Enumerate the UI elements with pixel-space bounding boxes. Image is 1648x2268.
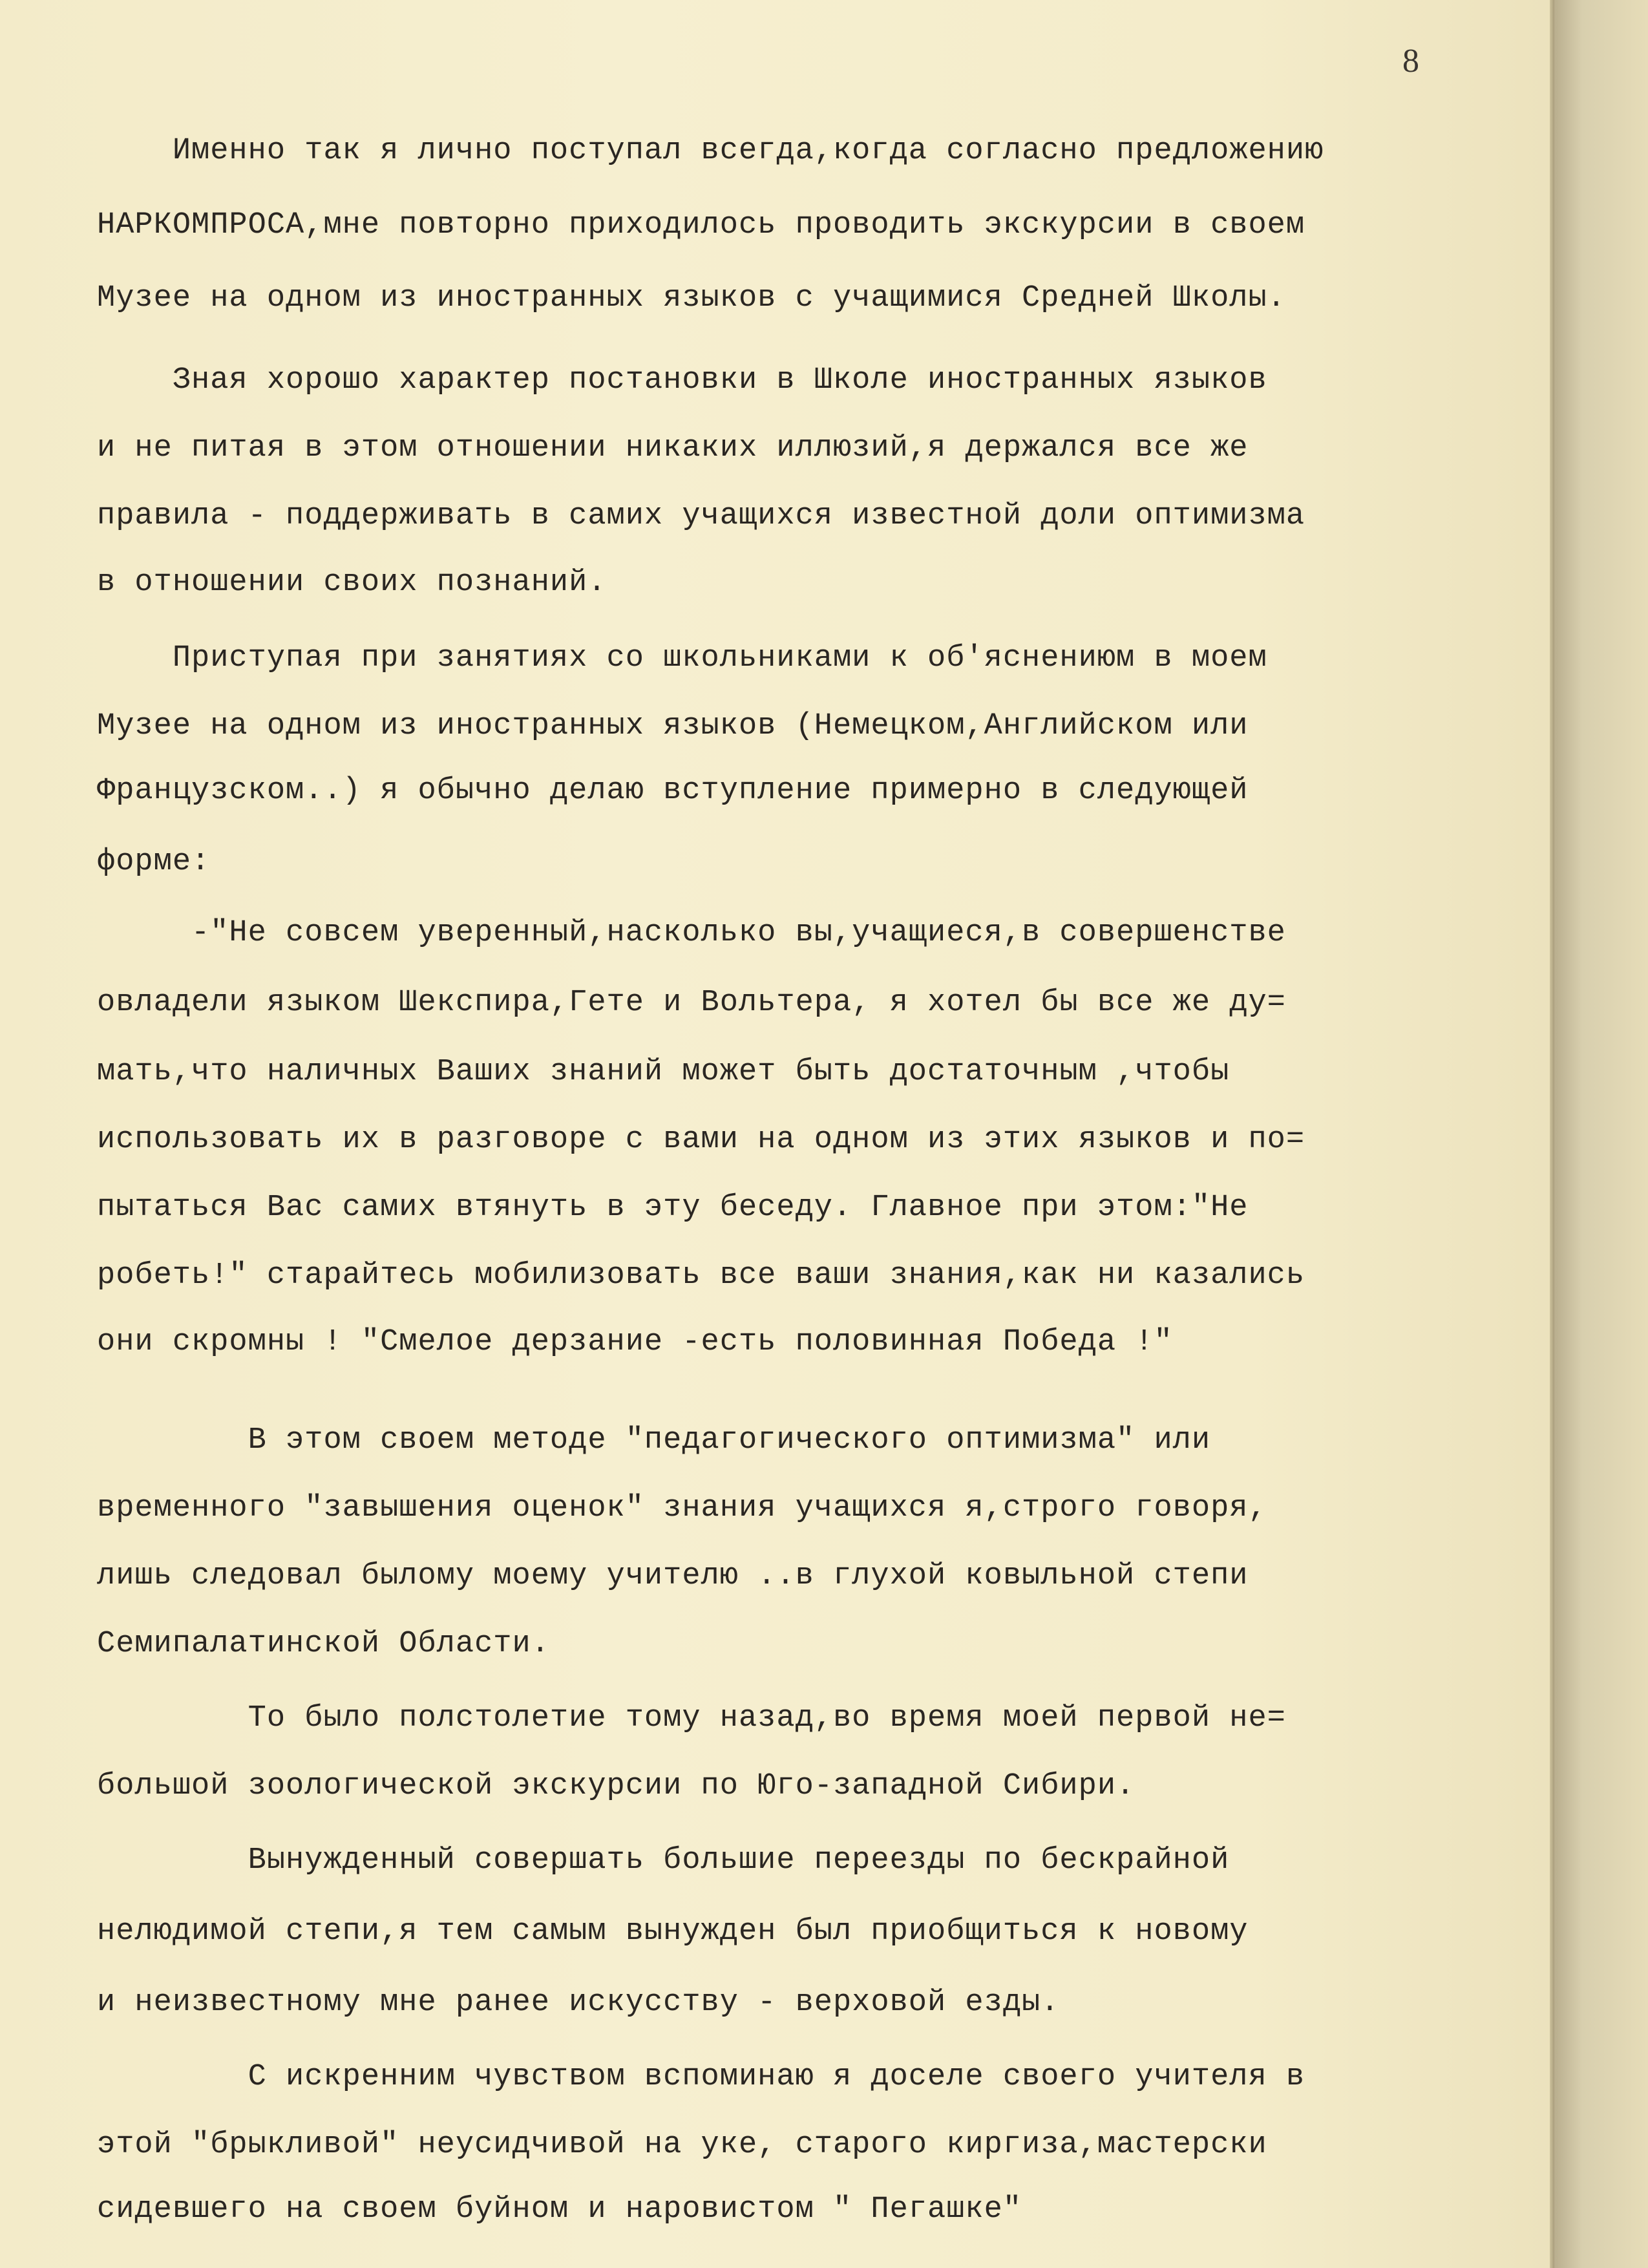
text-line: большой зоологической экскурсии по Юго-западной Сибири. [97,1769,1136,1803]
text-line: Музее на одном из иностранных языков с учащимися Средней Школы. [97,281,1286,315]
text-line: С искренним чувством вспоминаю я доселе своего учителя в [97,2060,1305,2094]
text-line: этой "брыкливой" неусидчивой на уке, старого киргиза,мастерски [97,2128,1267,2162]
text-line: лишь следовал былому моему учителю ..в глухой ковыльной степи [97,1559,1249,1593]
text-line: временного "завышения оценок" знания учащихся я,строго говоря, [97,1491,1267,1525]
text-line: Музее на одном из иностранных языков (Немецком,Английском или [97,709,1249,743]
text-line: мать,что наличных Ваших знаний может быть достаточным ,чтобы [97,1055,1230,1089]
text-line: правила - поддерживать в самих учащихся известной доли оптимизма [97,499,1305,533]
text-line: овладели языком Шекспира,Гете и Вольтера, я хотел бы все же ду= [97,986,1286,1020]
scan-background-strip [1554,0,1648,2268]
text-line: нелюдимой степи,я тем самым вынужден был приобщиться к новому [97,1914,1249,1949]
paper-edge-shadow [1550,0,1554,2268]
text-line: и неизвестному мне ранее искусству - верховой езды. [97,1986,1060,2020]
text-line: Именно так я лично поступал всегда,когда согласно предложению [97,134,1324,168]
text-line: форме: [97,845,211,879]
text-line: и не питая в этом отношении никаких иллюзий,я держался все же [97,431,1249,465]
text-line: НАРКОМПРОСА,мне повторно приходилось проводить экскурсии в своем [97,208,1305,242]
text-line: -"Не совсем уверенный,насколько вы,учащиеся,в совершенстве [97,916,1286,950]
text-line: Зная хорошо характер постановки в Школе иностранных языков [97,363,1267,397]
text-line: в отношении своих познаний. [97,566,607,600]
text-line: Приступая при занятиях со школьниками к об'яснениюм в моем [97,641,1267,675]
text-line: То было полстолетие тому назад,во время моей первой не= [97,1701,1286,1735]
text-line: использовать их в разговоре с вами на одном из этих языков и по= [97,1123,1305,1157]
text-line: пытаться Вас самих втянуть в эту беседу. Главное при этом:"Не [97,1191,1249,1225]
text-line: робеть!" старайтесь мобилизовать все ваши знания,как ни казались [97,1258,1305,1293]
text-line: они скромны ! "Смелое дерзание -есть половинная Победа !" [97,1325,1173,1359]
text-line: Семипалатинской Области. [97,1627,550,1661]
text-line: Вынужденный совершать большие переезды по бескрайной [97,1843,1230,1878]
text-line: Французском..) я обычно делаю вступление примерно в следующей [97,774,1249,808]
text-line: сидевшего на своем буйном и наровистом " Пегашке" [97,2192,1022,2227]
page-number: 8 [1402,43,1419,79]
text-line: В этом своем методе "педагогического оптимизма" или [97,1423,1211,1457]
